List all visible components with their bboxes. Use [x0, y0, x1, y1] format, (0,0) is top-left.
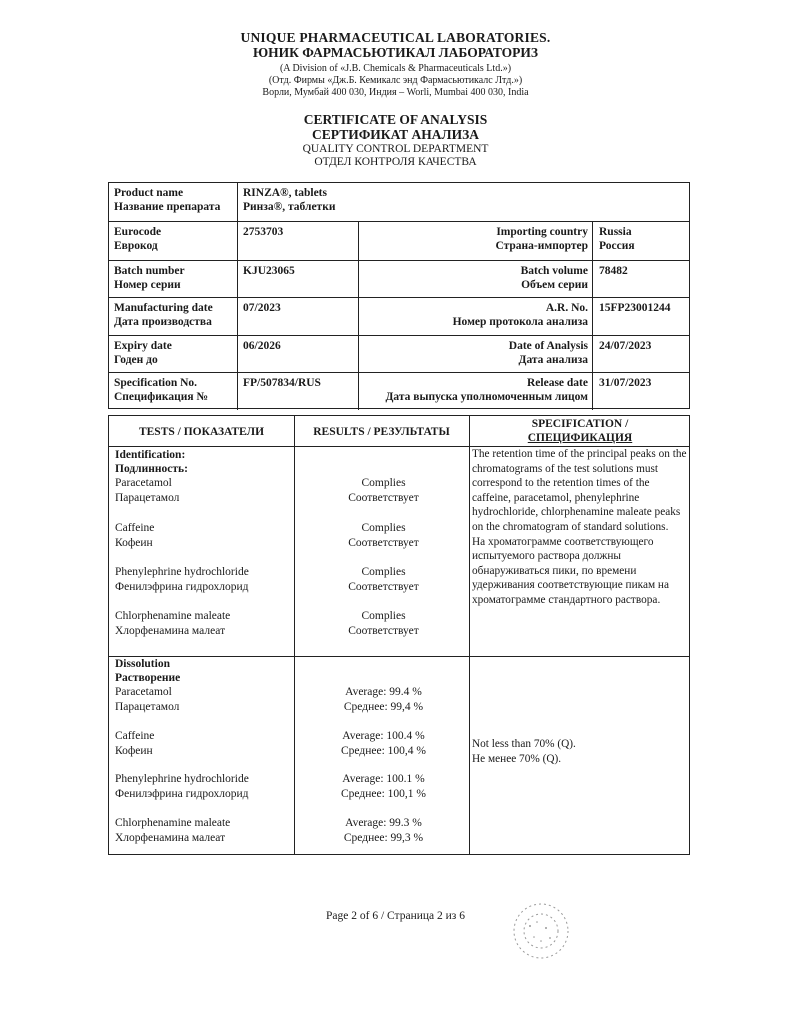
division-en: (A Division of «J.B. Chemicals & Pharmaceuticals Ltd.») — [279, 63, 512, 74]
test-name-en: Chlorphenamine maleate — [115, 817, 231, 829]
page-number: Page 2 of 6 / Страница 2 из 6 — [326, 910, 465, 922]
manufacturing-date-value: 07/2023 — [238, 298, 359, 335]
manufacturing-date-label: Manufacturing date Дата производства — [109, 298, 238, 335]
test-result-ru: Соответствует — [348, 625, 419, 637]
ar-number-label: A.R. No. Номер протокола анализа — [359, 298, 593, 335]
batch-number-label: Batch number Номер серии — [109, 261, 238, 297]
batch-volume-label: Batch volume Объем серии — [359, 261, 593, 297]
identification-title-ru: Подлинность: — [115, 463, 188, 475]
test-name-ru: Кофеин — [115, 745, 153, 757]
department-ru: ОТДЕЛ КОНТРОЛЯ КАЧЕСТВА — [314, 156, 477, 168]
test-name-en: Paracetamol — [115, 477, 172, 489]
test-name-ru: Кофеин — [115, 537, 153, 549]
product-info-table — [108, 182, 690, 409]
identification-title-en: Identification: — [115, 449, 186, 461]
column-header-specification: SPECIFICATION / СПЕЦИФИКАЦИЯ — [527, 418, 633, 444]
test-name-ru: Фенилэфрина гидрохлорид — [115, 581, 249, 593]
row-eurocode — [109, 221, 689, 260]
test-name-en: Phenylephrine hydrochloride — [115, 773, 249, 785]
column-divider — [469, 416, 470, 854]
expiry-date-label: Expiry date Годен до — [109, 336, 238, 372]
row-product — [109, 183, 689, 221]
product-label: Product name Название препарата — [109, 183, 238, 221]
certificate-title-en: CERTIFICATE OF ANALYSIS — [303, 112, 488, 127]
test-name-en: Caffeine — [115, 522, 155, 534]
test-result-ru: Соответствует — [348, 537, 419, 549]
row-expiry — [109, 335, 689, 372]
division-ru: (Отд. Фирмы «Дж.Б. Кемикалс энд Фармасьютикалс Лтд.») — [268, 75, 523, 86]
test-result-en: Average: 99.3 % — [345, 817, 422, 829]
column-header-results: RESULTS / РЕЗУЛЬТАТЫ — [313, 426, 450, 438]
tests-table — [108, 415, 690, 855]
identification-specification: The retention time of the principal peaks on the chromatograms of the test solutions must correspond to the retention times of the caffeine, paracetamol, phenylephrine hydrochloride, chlorphenamine maleate peaks on the chromatogram of standard solutions. На хроматограмме соответствующего испытуемого раствора должны обнаруживаться пики, по времени удерживания соответствующие пикам на хроматограмме стандартного раствора. — [472, 448, 687, 606]
date-of-analysis-value: 24/07/2023 — [599, 340, 652, 352]
test-result-en: Average: 99.4 % — [345, 686, 422, 698]
company-address: Ворли, Мумбай 400 030, Индия – Worli, Mumbai 400 030, India — [262, 87, 529, 98]
test-name-ru: Хлорфенамина малеат — [115, 832, 226, 844]
test-result-ru: Среднее: 100,1 % — [341, 788, 426, 800]
test-name-en: Chlorphenamine maleate — [115, 610, 231, 622]
test-result-ru: Соответствует — [348, 492, 419, 504]
batch-volume-value: 78482 — [599, 265, 628, 277]
test-name-ru: Фенилэфрина гидрохлорид — [115, 788, 249, 800]
test-result-en: Complies — [361, 522, 406, 534]
test-result-ru: Среднее: 99,3 % — [343, 832, 424, 844]
dissolution-specification: Not less than 70% (Q). Не менее 70% (Q). — [472, 738, 576, 765]
company-name-en: UNIQUE PHARMACEUTICAL LABORATORIES. — [240, 30, 551, 45]
column-divider — [294, 416, 295, 854]
test-result-en: Complies — [361, 566, 406, 578]
test-name-en: Paracetamol — [115, 686, 172, 698]
certificate-title-ru: СЕРТИФИКАТ АНАЛИЗА — [312, 127, 479, 142]
row-batch — [109, 260, 689, 297]
ar-number-value: 15FP23001244 — [599, 302, 671, 314]
row-specification — [109, 372, 689, 410]
test-name-en: Caffeine — [115, 730, 155, 742]
importing-country-value: Russia Россия — [599, 226, 635, 252]
section-divider — [109, 656, 689, 657]
eurocode-label: Eurocode Еврокод — [109, 222, 238, 260]
test-result-en: Complies — [361, 477, 406, 489]
specification-no-value: FP/507834/RUS — [238, 373, 359, 410]
column-header-tests: TESTS / ПОКАЗАТЕЛИ — [138, 426, 265, 438]
test-name-en: Phenylephrine hydrochloride — [115, 566, 249, 578]
test-result-en: Average: 100.1 % — [342, 773, 425, 785]
test-result-en: Average: 100.4 % — [342, 730, 425, 742]
test-result-ru: Среднее: 99,4 % — [343, 701, 424, 713]
specification-no-label: Specification No. Спецификация № — [109, 373, 238, 410]
test-name-ru: Парацетамол — [115, 492, 180, 504]
test-name-ru: Парацетамол — [115, 701, 180, 713]
eurocode-value: 2753703 — [238, 222, 359, 260]
release-date-value: 31/07/2023 — [599, 377, 652, 389]
test-result-en: Complies — [361, 610, 406, 622]
importing-country-label: Importing country Страна-импортер — [359, 222, 593, 260]
product-value: RINZA®, tablets Ринза®, таблетки — [243, 187, 336, 213]
department-en: QUALITY CONTROL DEPARTMENT — [302, 143, 489, 155]
row-manufacturing — [109, 297, 689, 335]
test-name-ru: Хлорфенамина малеат — [115, 625, 226, 637]
dissolution-title-en: Dissolution — [115, 658, 170, 670]
expiry-date-value: 06/2026 — [238, 336, 359, 372]
dissolution-title-ru: Растворение — [115, 672, 181, 684]
test-result-ru: Среднее: 100,4 % — [341, 745, 426, 757]
test-result-ru: Соответствует — [348, 581, 419, 593]
company-name-ru: ЮНИК ФАРМАСЬЮТИКАЛ ЛАБОРАТОРИЗ — [252, 45, 539, 60]
date-of-analysis-label: Date of Analysis Дата анализа — [359, 336, 593, 372]
batch-number-value: KJU23065 — [238, 261, 359, 297]
release-date-label: Release date Дата выпуска уполномоченным лицом — [359, 373, 593, 410]
official-stamp-icon — [510, 900, 572, 962]
